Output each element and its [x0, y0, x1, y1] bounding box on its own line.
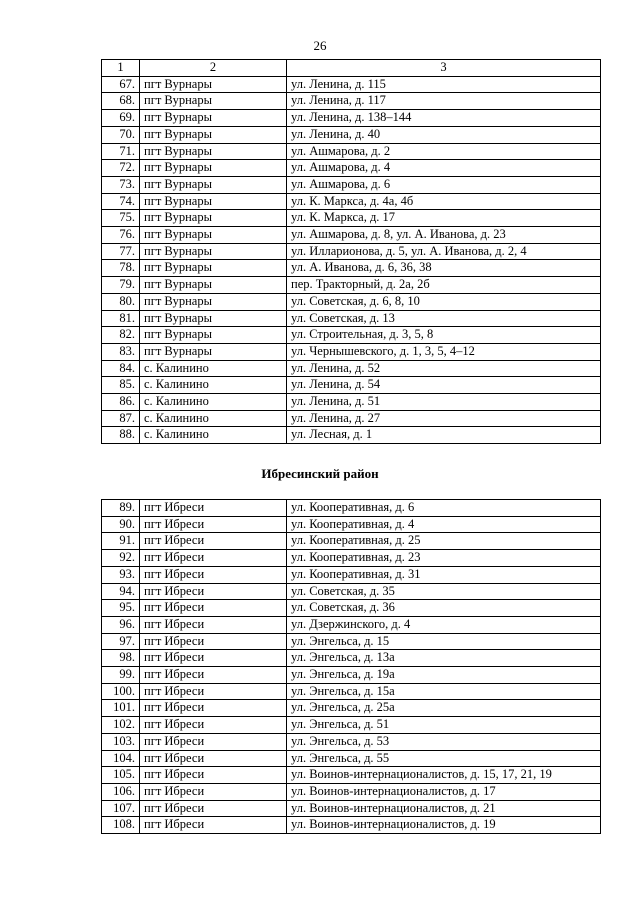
- table-row: [102, 110, 601, 127]
- table-row: [102, 600, 601, 617]
- settlement-cell: пгт Вурнары: [140, 210, 287, 227]
- settlement-cell: пгт Вурнары: [140, 227, 287, 244]
- table-row: [102, 427, 601, 444]
- table-row: [102, 160, 601, 177]
- address-cell: ул. Воинов-интернационалистов, д. 19: [287, 817, 601, 834]
- address-cell: ул. Энгельса, д. 53: [287, 733, 601, 750]
- table-row: [102, 767, 601, 784]
- table-row: [102, 143, 601, 160]
- table-row: [102, 700, 601, 717]
- address-cell: ул. Ашмарова, д. 8, ул. А. Иванова, д. 23: [287, 227, 601, 244]
- table-row: [102, 783, 601, 800]
- address-cell: ул. Ашмарова, д. 6: [287, 176, 601, 193]
- address-cell: ул. Кооперативная, д. 6: [287, 500, 601, 517]
- row-number: 101.: [102, 700, 140, 717]
- row-number: 75.: [102, 210, 140, 227]
- address-cell: ул. Ленина, д. 52: [287, 360, 601, 377]
- address-cell: ул. Энгельса, д. 51: [287, 717, 601, 734]
- row-number: 83.: [102, 343, 140, 360]
- settlement-cell: пгт Вурнары: [140, 176, 287, 193]
- row-number: 67.: [102, 76, 140, 93]
- table-row: [102, 616, 601, 633]
- settlement-cell: с. Калинино: [140, 360, 287, 377]
- row-number: 89.: [102, 500, 140, 517]
- settlement-cell: пгт Ибреси: [140, 683, 287, 700]
- table-row: [102, 667, 601, 684]
- table-row: [102, 310, 601, 327]
- row-number: 102.: [102, 717, 140, 734]
- address-table-ibresi: [101, 499, 601, 834]
- settlement-cell: пгт Ибреси: [140, 633, 287, 650]
- settlement-cell: пгт Вурнары: [140, 293, 287, 310]
- table-row: [102, 817, 601, 834]
- address-cell: ул. Ленина, д. 27: [287, 410, 601, 427]
- address-cell: ул. Энгельса, д. 25а: [287, 700, 601, 717]
- address-cell: ул. Ашмарова, д. 4: [287, 160, 601, 177]
- row-number: 98.: [102, 650, 140, 667]
- settlement-cell: пгт Вурнары: [140, 260, 287, 277]
- row-number: 86.: [102, 394, 140, 411]
- row-number: 69.: [102, 110, 140, 127]
- settlement-cell: пгт Ибреси: [140, 750, 287, 767]
- table-row: [102, 683, 601, 700]
- address-cell: ул. К. Маркса, д. 4а, 4б: [287, 193, 601, 210]
- table-row: [102, 650, 601, 667]
- row-number: 99.: [102, 667, 140, 684]
- row-number: 92.: [102, 550, 140, 567]
- settlement-cell: пгт Ибреси: [140, 650, 287, 667]
- address-cell: ул. Советская, д. 13: [287, 310, 601, 327]
- address-cell: ул. Кооперативная, д. 31: [287, 566, 601, 583]
- row-number: 74.: [102, 193, 140, 210]
- address-cell: ул. Энгельса, д. 55: [287, 750, 601, 767]
- table-row: [102, 93, 601, 110]
- settlement-cell: с. Калинино: [140, 394, 287, 411]
- table-row: [102, 550, 601, 567]
- table-row: [102, 343, 601, 360]
- settlement-cell: пгт Ибреси: [140, 667, 287, 684]
- table-row: [102, 193, 601, 210]
- table-header-row: [102, 60, 601, 77]
- row-number: 68.: [102, 93, 140, 110]
- table-row: [102, 76, 601, 93]
- row-number: 95.: [102, 600, 140, 617]
- address-cell: ул. Дзержинского, д. 4: [287, 616, 601, 633]
- row-number: 73.: [102, 176, 140, 193]
- address-cell: ул. Ленина, д. 51: [287, 394, 601, 411]
- address-cell: ул. Советская, д. 6, 8, 10: [287, 293, 601, 310]
- row-number: 88.: [102, 427, 140, 444]
- row-number: 71.: [102, 143, 140, 160]
- row-number: 100.: [102, 683, 140, 700]
- address-cell: ул. Илларионова, д. 5, ул. А. Иванова, д. 2, 4: [287, 243, 601, 260]
- settlement-cell: пгт Вурнары: [140, 343, 287, 360]
- settlement-cell: пгт Ибреси: [140, 550, 287, 567]
- address-cell: ул. Энгельса, д. 15а: [287, 683, 601, 700]
- row-number: 81.: [102, 310, 140, 327]
- settlement-cell: с. Калинино: [140, 410, 287, 427]
- address-cell: ул. Воинов-интернационалистов, д. 21: [287, 800, 601, 817]
- row-number: 94.: [102, 583, 140, 600]
- settlement-cell: пгт Ибреси: [140, 733, 287, 750]
- settlement-cell: пгт Ибреси: [140, 717, 287, 734]
- table-row: [102, 377, 601, 394]
- address-cell: ул. Ашмарова, д. 2: [287, 143, 601, 160]
- settlement-cell: пгт Вурнары: [140, 193, 287, 210]
- settlement-cell: пгт Вурнары: [140, 126, 287, 143]
- address-cell: ул. К. Маркса, д. 17: [287, 210, 601, 227]
- address-cell: ул. Воинов-интернационалистов, д. 15, 17, 21, 19: [287, 767, 601, 784]
- settlement-cell: пгт Вурнары: [140, 327, 287, 344]
- table-row: [102, 800, 601, 817]
- row-number: 93.: [102, 566, 140, 583]
- address-cell: ул. Энгельса, д. 13а: [287, 650, 601, 667]
- address-cell: ул. Ленина, д. 117: [287, 93, 601, 110]
- address-cell: пер. Тракторный, д. 2а, 2б: [287, 277, 601, 294]
- table-row: [102, 533, 601, 550]
- table-row: [102, 293, 601, 310]
- table-row: [102, 277, 601, 294]
- table-row: [102, 410, 601, 427]
- settlement-cell: пгт Ибреси: [140, 767, 287, 784]
- row-number: 85.: [102, 377, 140, 394]
- section-title: Ибресинский район: [261, 466, 379, 481]
- settlement-cell: пгт Ибреси: [140, 800, 287, 817]
- row-number: 108.: [102, 817, 140, 834]
- table-row: [102, 210, 601, 227]
- address-cell: ул. Кооперативная, д. 23: [287, 550, 601, 567]
- settlement-cell: пгт Вурнары: [140, 277, 287, 294]
- settlement-cell: пгт Вурнары: [140, 143, 287, 160]
- address-cell: ул. Советская, д. 36: [287, 600, 601, 617]
- row-number: 80.: [102, 293, 140, 310]
- row-number: 77.: [102, 243, 140, 260]
- row-number: 104.: [102, 750, 140, 767]
- row-number: 87.: [102, 410, 140, 427]
- page-number: 26: [313, 38, 327, 53]
- settlement-cell: пгт Ибреси: [140, 600, 287, 617]
- settlement-cell: с. Калинино: [140, 427, 287, 444]
- table-row: [102, 176, 601, 193]
- address-cell: ул. Ленина, д. 54: [287, 377, 601, 394]
- table-row: [102, 126, 601, 143]
- settlement-cell: пгт Ибреси: [140, 583, 287, 600]
- settlement-cell: пгт Ибреси: [140, 700, 287, 717]
- settlement-cell: пгт Вурнары: [140, 160, 287, 177]
- table-row: [102, 583, 601, 600]
- address-cell: ул. Ленина, д. 138–144: [287, 110, 601, 127]
- header-col-1: 1: [102, 60, 140, 77]
- row-number: 103.: [102, 733, 140, 750]
- row-number: 106.: [102, 783, 140, 800]
- row-number: 105.: [102, 767, 140, 784]
- address-cell: ул. Строительная, д. 3, 5, 8: [287, 327, 601, 344]
- address-table-vurnary: [101, 59, 601, 444]
- table-row: [102, 516, 601, 533]
- address-cell: ул. Энгельса, д. 19а: [287, 667, 601, 684]
- table-row: [102, 227, 601, 244]
- settlement-cell: пгт Ибреси: [140, 817, 287, 834]
- address-cell: ул. Чернышевского, д. 1, 3, 5, 4–12: [287, 343, 601, 360]
- address-cell: ул. Воинов-интернационалистов, д. 17: [287, 783, 601, 800]
- address-cell: ул. Кооперативная, д. 25: [287, 533, 601, 550]
- row-number: 96.: [102, 616, 140, 633]
- row-number: 79.: [102, 277, 140, 294]
- row-number: 72.: [102, 160, 140, 177]
- table-row: [102, 243, 601, 260]
- row-number: 91.: [102, 533, 140, 550]
- settlement-cell: пгт Ибреси: [140, 616, 287, 633]
- row-number: 97.: [102, 633, 140, 650]
- row-number: 70.: [102, 126, 140, 143]
- row-number: 84.: [102, 360, 140, 377]
- table-row: [102, 327, 601, 344]
- address-cell: ул. Кооперативная, д. 4: [287, 516, 601, 533]
- row-number: 82.: [102, 327, 140, 344]
- table-row: [102, 566, 601, 583]
- address-cell: ул. Лесная, д. 1: [287, 427, 601, 444]
- settlement-cell: пгт Ибреси: [140, 516, 287, 533]
- settlement-cell: пгт Ибреси: [140, 533, 287, 550]
- table-row: [102, 500, 601, 517]
- settlement-cell: с. Калинино: [140, 377, 287, 394]
- settlement-cell: пгт Вурнары: [140, 110, 287, 127]
- table-row: [102, 360, 601, 377]
- table-row: [102, 733, 601, 750]
- settlement-cell: пгт Ибреси: [140, 783, 287, 800]
- settlement-cell: пгт Вурнары: [140, 243, 287, 260]
- row-number: 76.: [102, 227, 140, 244]
- settlement-cell: пгт Вурнары: [140, 76, 287, 93]
- header-col-3: 3: [287, 60, 601, 77]
- settlement-cell: пгт Вурнары: [140, 310, 287, 327]
- address-cell: ул. Ленина, д. 115: [287, 76, 601, 93]
- table-row: [102, 750, 601, 767]
- settlement-cell: пгт Ибреси: [140, 566, 287, 583]
- address-cell: ул. А. Иванова, д. 6, 36, 38: [287, 260, 601, 277]
- row-number: 78.: [102, 260, 140, 277]
- table-row: [102, 717, 601, 734]
- settlement-cell: пгт Ибреси: [140, 500, 287, 517]
- header-col-2: 2: [140, 60, 287, 77]
- table-row: [102, 633, 601, 650]
- settlement-cell: пгт Вурнары: [140, 93, 287, 110]
- table-row: [102, 394, 601, 411]
- address-cell: ул. Энгельса, д. 15: [287, 633, 601, 650]
- table-row: [102, 260, 601, 277]
- row-number: 90.: [102, 516, 140, 533]
- address-cell: ул. Советская, д. 35: [287, 583, 601, 600]
- row-number: 107.: [102, 800, 140, 817]
- address-cell: ул. Ленина, д. 40: [287, 126, 601, 143]
